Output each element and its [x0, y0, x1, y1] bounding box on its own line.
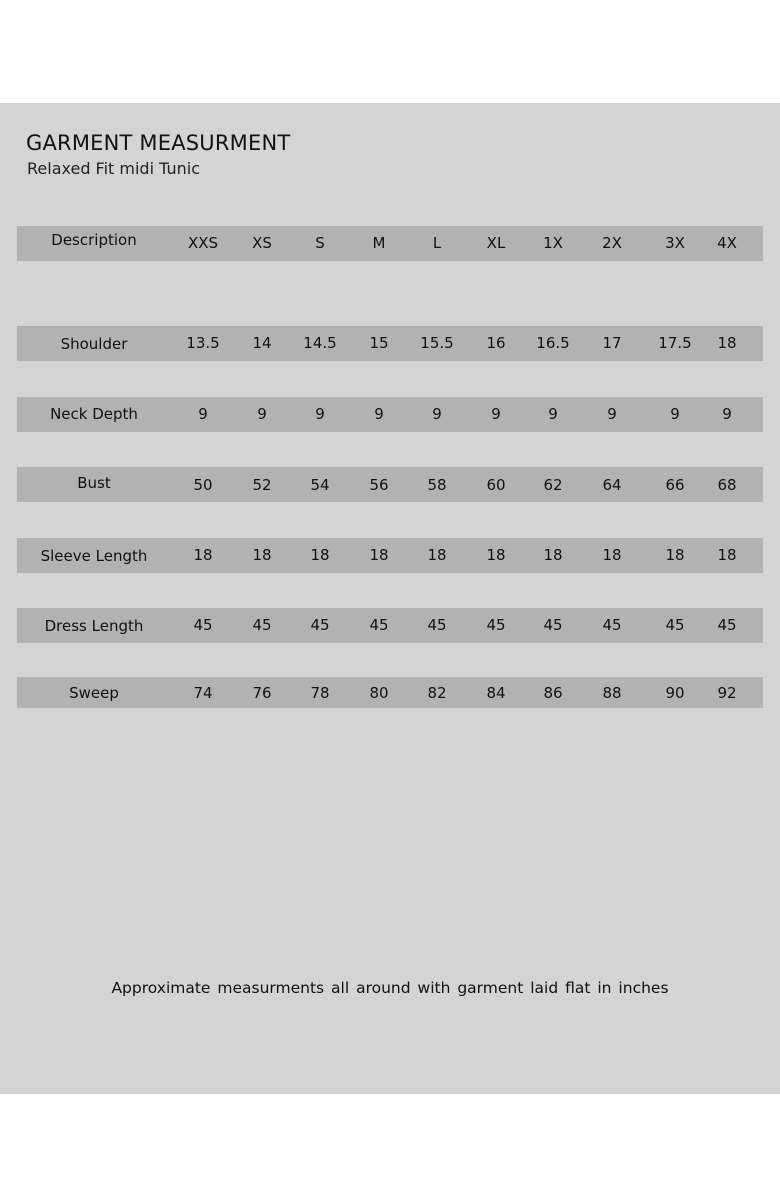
measurement-value: 18 [717, 546, 737, 564]
size-header: XL [486, 234, 506, 252]
row-label: Bust [77, 474, 111, 492]
measurement-value: 45 [193, 616, 213, 634]
size-chart-panel [0, 103, 780, 1094]
size-header: XS [252, 234, 272, 252]
measurement-value: 78 [310, 684, 330, 702]
measurement-value: 17 [602, 334, 622, 352]
measurement-value: 45 [369, 616, 389, 634]
measurement-row-sleeve-length [17, 538, 763, 573]
header-description-label: Description [51, 231, 137, 249]
measurement-value: 9 [374, 405, 384, 423]
measurement-value: 45 [486, 616, 506, 634]
measurement-value: 13.5 [186, 334, 220, 352]
size-header: S [315, 234, 325, 252]
row-label: Neck Depth [50, 405, 138, 423]
size-header: L [432, 234, 442, 252]
measurement-value: 15.5 [420, 334, 454, 352]
row-label: Sleeve Length [40, 547, 148, 565]
measurement-value: 58 [427, 476, 447, 494]
measurement-row-neck-depth [17, 397, 763, 432]
measurement-value: 45 [310, 616, 330, 634]
measurement-value: 18 [486, 546, 506, 564]
size-header: 3X [665, 234, 685, 252]
measurement-value: 18 [543, 546, 563, 564]
measurement-value: 54 [310, 476, 330, 494]
measurement-value: 45 [602, 616, 622, 634]
measurement-value: 45 [665, 616, 685, 634]
measurement-value: 9 [548, 405, 558, 423]
measurement-value: 14 [252, 334, 272, 352]
row-label: Shoulder [60, 335, 128, 353]
measurement-value: 86 [543, 684, 563, 702]
measurement-value: 16 [486, 334, 506, 352]
chart-subtitle: Relaxed Fit midi Tunic [27, 159, 200, 178]
measurement-footnote: Approximate measurments all around with garment laid flat in inches [111, 979, 669, 997]
measurement-value: 74 [193, 684, 213, 702]
measurement-value: 45 [717, 616, 737, 634]
measurement-value: 50 [193, 476, 213, 494]
size-header: M [372, 234, 386, 252]
measurement-value: 45 [427, 616, 447, 634]
measurement-value: 9 [491, 405, 501, 423]
measurement-value: 68 [717, 476, 737, 494]
measurement-value: 9 [198, 405, 208, 423]
size-header: 4X [717, 234, 737, 252]
chart-title: GARMENT MEASURMENT [26, 131, 291, 155]
measurement-value: 9 [257, 405, 267, 423]
header-row [17, 226, 763, 261]
measurement-value: 56 [369, 476, 389, 494]
measurement-value: 17.5 [658, 334, 692, 352]
size-header: 2X [602, 234, 622, 252]
measurement-value: 9 [315, 405, 325, 423]
measurement-value: 18 [717, 334, 737, 352]
row-label: Dress Length [44, 617, 144, 635]
measurement-row-shoulder [17, 326, 763, 361]
measurement-value: 18 [369, 546, 389, 564]
measurement-value: 14.5 [303, 334, 337, 352]
measurement-value: 64 [602, 476, 622, 494]
measurement-value: 18 [665, 546, 685, 564]
measurement-value: 80 [369, 684, 389, 702]
measurement-value: 9 [670, 405, 680, 423]
measurement-value: 18 [252, 546, 272, 564]
measurement-value: 66 [665, 476, 685, 494]
measurement-row-sweep [17, 677, 763, 708]
measurement-value: 18 [193, 546, 213, 564]
size-header: 1X [543, 234, 563, 252]
size-header: XXS [187, 234, 219, 252]
measurement-value: 76 [252, 684, 272, 702]
measurement-value: 90 [665, 684, 685, 702]
measurement-value: 92 [717, 684, 737, 702]
measurement-value: 62 [543, 476, 563, 494]
measurement-value: 9 [432, 405, 442, 423]
measurement-value: 16.5 [536, 334, 570, 352]
measurement-value: 88 [602, 684, 622, 702]
measurement-row-dress-length [17, 608, 763, 643]
measurement-value: 52 [252, 476, 272, 494]
measurement-value: 9 [607, 405, 617, 423]
measurement-value: 18 [310, 546, 330, 564]
measurement-row-bust [17, 467, 763, 502]
measurement-value: 45 [252, 616, 272, 634]
measurement-value: 45 [543, 616, 563, 634]
row-label: Sweep [69, 684, 119, 702]
measurement-value: 15 [369, 334, 389, 352]
measurement-value: 18 [602, 546, 622, 564]
measurement-value: 18 [427, 546, 447, 564]
measurement-value: 82 [427, 684, 447, 702]
measurement-value: 60 [486, 476, 506, 494]
measurement-value: 9 [722, 405, 732, 423]
measurement-value: 84 [486, 684, 506, 702]
